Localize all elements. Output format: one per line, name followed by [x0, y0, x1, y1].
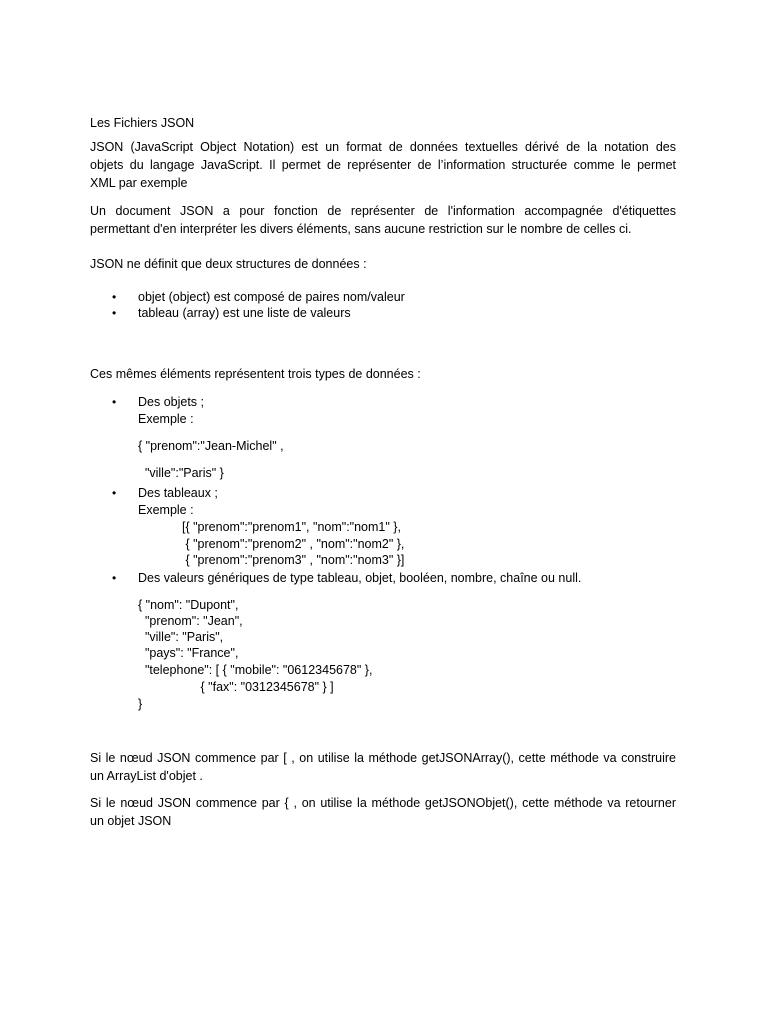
bullet-icon: •: [112, 571, 117, 585]
type-objets-label: Des objets ;: [138, 395, 205, 409]
bullet-icon: •: [112, 486, 117, 500]
para6-line2: un objet JSON: [90, 814, 172, 828]
code-line: [{ "prenom":"prenom1", "nom":"nom1" },: [182, 520, 401, 534]
bullet-icon: •: [112, 395, 117, 409]
code-line: { "nom": "Dupont",: [138, 598, 239, 612]
document-title: Les Fichiers JSON: [90, 116, 195, 130]
code-line: "telephone": [ { "mobile": "0612345678" },: [138, 663, 373, 677]
code-line: "ville": "Paris",: [138, 630, 224, 644]
para3: JSON ne définit que deux structures de données :: [90, 257, 367, 271]
type-objets-example-label: Exemple :: [138, 412, 194, 426]
para1-line2: objets du langage JavaScript. Il permet de représenter de l’information structurée comme le permet: [90, 158, 676, 172]
code-line: { "fax": "0312345678" } ]: [138, 680, 334, 694]
document-page: [90, 0, 676, 1024]
type-tableaux-example-label: Exemple :: [138, 503, 194, 517]
code-line: { "prenom":"prenom2" , "nom":"nom2" },: [182, 537, 405, 551]
para1-line1: JSON (JavaScript Object Notation) est un format de données textuelles dérivé de la notation des: [90, 140, 676, 154]
code-line: { "prenom":"Jean-Michel" ,: [138, 439, 284, 453]
bullet-icon: •: [112, 306, 117, 320]
bullet-icon: •: [112, 290, 117, 304]
code-line: { "prenom":"prenom3" , "nom":"nom3" }]: [182, 553, 405, 567]
para5-line1: Si le nœud JSON commence par [ , on utilise la méthode getJSONArray(), cette méthode va construire: [90, 751, 676, 765]
para2-line1: Un document JSON a pour fonction de représenter de l'information accompagnée d'étiquettes: [90, 204, 676, 218]
code-line: "pays": "France",: [138, 646, 239, 660]
para6-line1: Si le nœud JSON commence par { , on utilise la méthode getJSONObjet(), cette méthode va retourner: [90, 796, 676, 810]
code-line: "ville":"Paris" }: [138, 466, 224, 480]
para1-line3: XML par exemple: [90, 176, 188, 190]
para2-line2: permettant d'en interpréter les divers éléments, sans aucune restriction sur le nombre de celles ci.: [90, 222, 632, 236]
para4: Ces mêmes éléments représentent trois types de données :: [90, 367, 421, 381]
type-valeurs-label: Des valeurs génériques de type tableau, objet, booléen, nombre, chaîne ou null.: [138, 571, 582, 585]
list1-item-array: tableau (array) est une liste de valeurs: [138, 306, 351, 320]
code-line: }: [138, 697, 143, 711]
list1-item-object: objet (object) est composé de paires nom/valeur: [138, 290, 405, 304]
para5-line2: un ArrayList d'objet .: [90, 769, 203, 783]
code-line: "prenom": "Jean",: [138, 614, 243, 628]
type-tableaux-label: Des tableaux ;: [138, 486, 218, 500]
